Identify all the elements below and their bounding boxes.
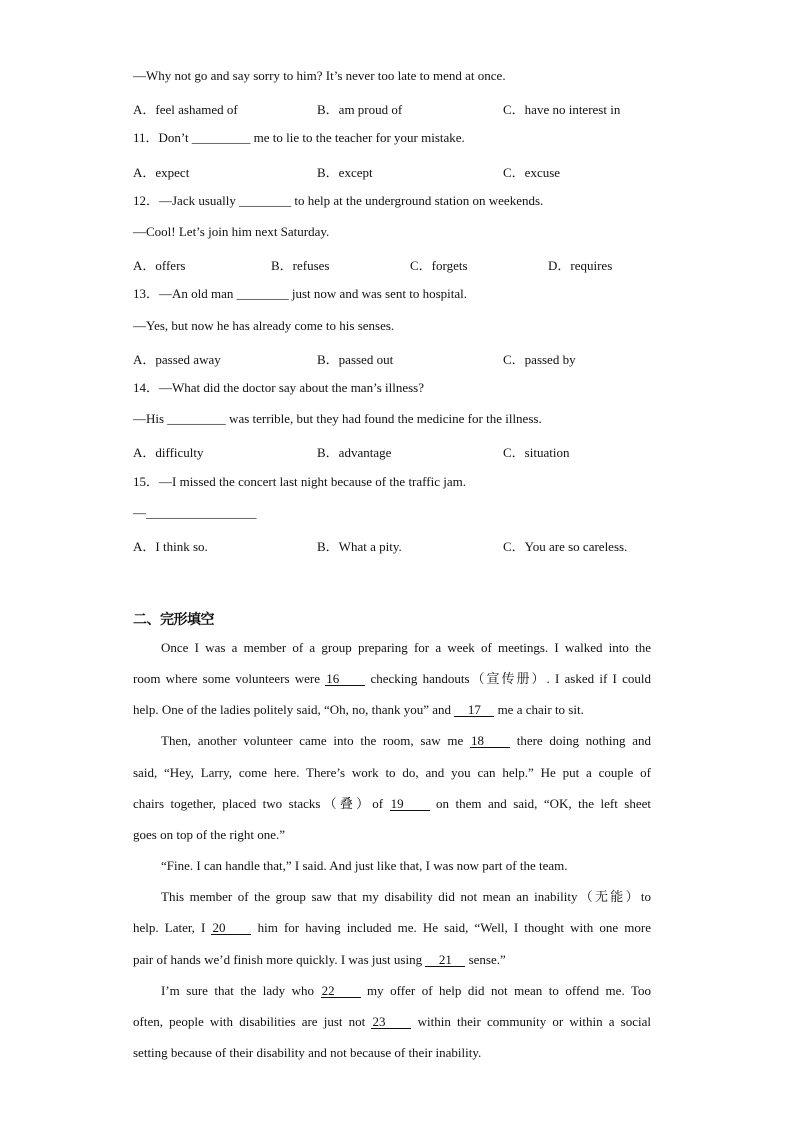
answer-option: B．What a pity.	[317, 539, 402, 554]
passage-text: chairs together, placed two stacks（叠）of	[133, 795, 390, 811]
answer-option: C．You are so careless.	[503, 539, 628, 554]
question-line: —Why not go and say sorry to him? It’s never too late to mend at once.	[133, 68, 506, 83]
answer-option: C．passed by	[503, 351, 576, 367]
passage-line	[161, 640, 651, 656]
passage-text: This member of the group saw that my disability did not mean an inability（无能）to	[161, 889, 651, 905]
cloze-blank-23: 23	[371, 1015, 411, 1029]
passage-line	[161, 858, 651, 874]
answer-option: B．passed out	[317, 351, 394, 367]
passage-line	[133, 1045, 651, 1061]
answer-option: C．situation	[503, 445, 570, 461]
passage-line	[133, 1014, 651, 1030]
passage-text: help. One of the ladies politely said, “Oh, no, thank you” and	[133, 702, 455, 718]
question-line: 12．—Jack usually ________ to help at the underground station on weekends.	[133, 192, 544, 208]
answer-option: C．excuse	[503, 164, 561, 180]
passage-text: said, “Hey, Larry, come here. There’s work to do, and you can help.” He put a couple of	[133, 764, 651, 780]
passage-line	[133, 920, 651, 936]
passage-text: there doing nothing and	[509, 733, 651, 749]
passage-text: on them and said, “OK, the left sheet	[429, 795, 651, 811]
answer-option: B．am proud of	[317, 102, 403, 118]
question-line: —Yes, but now he has already come to his senses.	[133, 317, 395, 333]
passage-text: help. Later, I	[133, 920, 212, 936]
answer-option: C．forgets	[410, 258, 468, 274]
passage-text: “Fine. I can handle that,” I said. And just like that, I was now part of the team.	[161, 858, 568, 874]
passage-text: checking handouts（宣传册）. I asked if I could	[365, 671, 651, 687]
answer-option: A．difficulty	[133, 445, 204, 461]
passage-text: setting because of their disability and not because of their inability.	[133, 1044, 482, 1060]
question-line: —Cool! Let’s join him next Saturday.	[133, 224, 330, 239]
passage-text: my offer of help did not mean to offend me. Too	[360, 982, 651, 998]
answer-option: B．refuses	[271, 258, 330, 274]
answer-option: B．advantage	[317, 445, 392, 461]
passage-text: goes on top of the right one.”	[133, 826, 285, 842]
passage-line	[161, 983, 651, 999]
question-line: 13．—An old man ________ just now and was sent to hospital.	[133, 286, 468, 302]
answer-option: C．have no interest in	[503, 102, 621, 118]
answer-option: B．except	[317, 164, 373, 180]
passage-line	[161, 889, 651, 905]
passage-line	[133, 765, 651, 781]
passage-line	[161, 733, 651, 749]
question-line: 14．—What did the doctor say about the man’s illness?	[133, 380, 424, 395]
question-line: 15．—I missed the concert last night because of the traffic jam.	[133, 473, 466, 489]
question-line: —_________________	[133, 504, 257, 520]
passage-text: I’m sure that the lady who	[161, 982, 321, 998]
cloze-blank-20: 20	[211, 921, 251, 935]
cloze-blank-18: 18	[470, 734, 510, 748]
answer-option: A．feel ashamed of	[133, 102, 238, 118]
answer-option: A．offers	[133, 258, 186, 274]
question-line: 11．Don’t _________ me to lie to the teacher for your mistake.	[133, 130, 465, 146]
section-heading-cloze: 二、完形填空	[133, 612, 214, 628]
answer-option: A．expect	[133, 164, 190, 180]
passage-text: room where some volunteers were	[133, 671, 326, 687]
passage-text: pair of hands we’d finish more quickly. I was just using	[133, 951, 426, 967]
passage-text: often, people with disabilities are just not	[133, 1013, 372, 1029]
question-line: —His _________ was terrible, but they had found the medicine for the illness.	[133, 411, 542, 427]
passage-text: me a chair to sit.	[494, 702, 584, 718]
answer-option: A．I think so.	[133, 539, 208, 554]
passage-text: sense.”	[465, 951, 506, 967]
passage-text: Once I was a member of a group preparing for a week of meetings. I walked into the	[161, 640, 651, 655]
passage-text: Then, another volunteer came into the room, saw me	[161, 733, 470, 749]
cloze-blank-22: 22	[321, 984, 361, 998]
passage-line	[133, 671, 651, 687]
passage-line	[133, 952, 651, 968]
cloze-blank-19: 19	[390, 797, 430, 811]
cloze-blank-21: 21	[425, 953, 465, 967]
cloze-blank-16: 16	[325, 672, 365, 686]
answer-option: A．passed away	[133, 351, 221, 367]
passage-line	[133, 702, 651, 718]
passage-text: within their community or within a social	[411, 1013, 651, 1029]
cloze-blank-17: 17	[454, 703, 494, 717]
answer-option: D．requires	[548, 258, 613, 274]
passage-line	[133, 796, 651, 812]
passage-text: him for having included me. He said, “Well, I thought with one more	[251, 920, 651, 936]
passage-line	[133, 827, 651, 843]
